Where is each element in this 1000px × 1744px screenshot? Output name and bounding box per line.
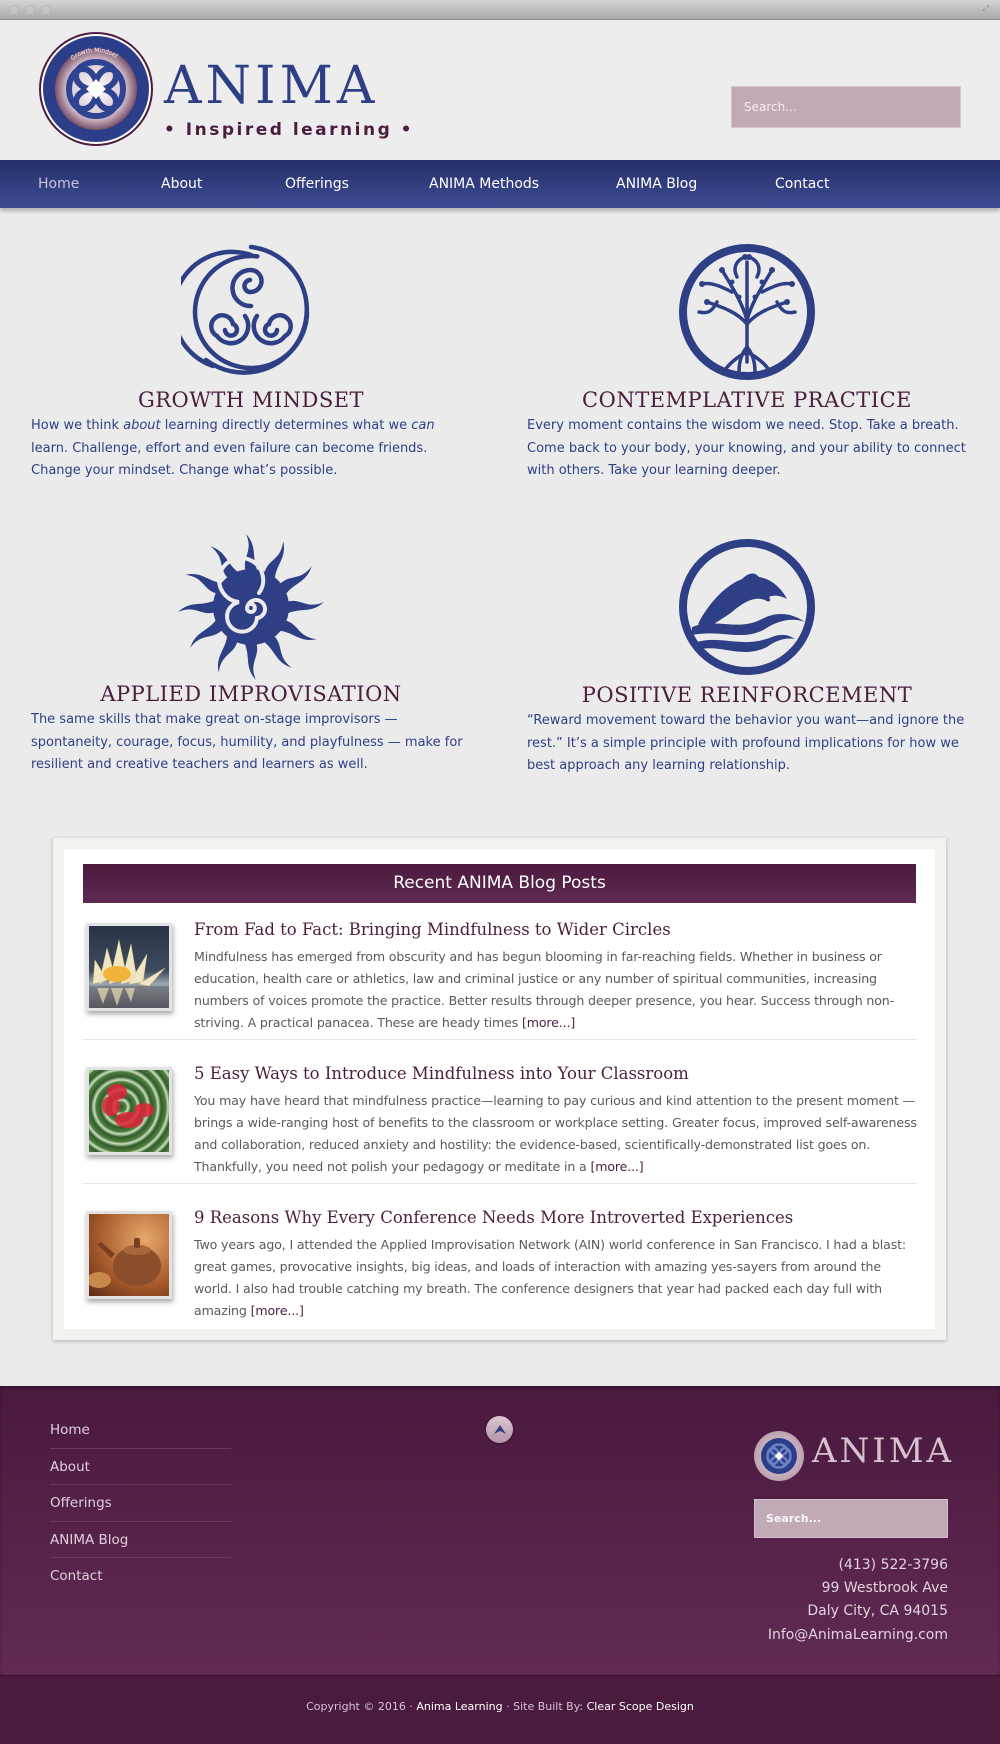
feature-contemplative-practice (527, 242, 967, 483)
site-footer (0, 1386, 1000, 1675)
built-by-text: · Site Built By: (502, 1700, 587, 1713)
blog-post-title[interactable]: 9 Reasons Why Every Conference Needs More Introverted Experiences (194, 1208, 794, 1227)
feature-growth-mindset (31, 242, 471, 483)
window-close-button[interactable] (9, 5, 19, 15)
nav-about[interactable]: About (161, 176, 203, 192)
clay-teapot-image[interactable] (86, 1211, 172, 1299)
window-resize-icon[interactable]: ⤢ (982, 4, 990, 13)
footer-nav-about[interactable]: About (50, 1449, 231, 1486)
header-search-input[interactable] (731, 86, 961, 128)
blog-post (83, 920, 916, 1040)
feature-positive-reinforcement (527, 537, 967, 778)
celtic-knot-logo-icon (759, 1436, 799, 1476)
feature-text: Every moment contains the wisdom we need. Stop. Take a breath. Come back to your body, your knowing, and your ability to connect with others. Take your learning deeper. (527, 418, 966, 478)
blog-post-excerpt: Mindfulness has emerged from obscurity and has begun blooming in far-reaching fields. Whether in business or education, health care or athletics, law and criminal justice or any number of spiritual communities, increasing numbers of voices promote the practice. Better results through deeper presence, you hear. Success through non-striving. A practical panacea. These are heady times [more...] (194, 949, 895, 1030)
footer-logo[interactable] (754, 1431, 804, 1481)
feature-title: GROWTH MINDSET (137, 388, 365, 412)
nav-anima-blog[interactable]: ANIMA Blog (616, 176, 698, 192)
blog-post-excerpt: You may have heard that mindfulness practice—learning to pay curious and kind attention to the present moment —brings a wide-ranging host of benefits to the classroom or workplace setting. Greater focus, improved self-awareness and collaboration, reduced anxiety and hostility: the evidence-based, scientifically-demonstrated list goes on. Thankfully, you need not polish your pedagogy or meditate in a [more...] (194, 1093, 917, 1174)
main-nav (0, 160, 1000, 208)
window-zoom-button[interactable] (41, 5, 51, 15)
dolphin-wave-icon (677, 537, 817, 677)
address-line-2: Daly City, CA 94015 (807, 1603, 948, 1620)
footer-brand-name: ANIMA (812, 1431, 955, 1471)
feature-text: The same skills that make great on-stage improvisors — spontaneity, courage, focus, humility, and playfulness — make for resilient and creative teachers and learners as well. (31, 712, 463, 772)
footer-nav (50, 1412, 231, 1595)
company-link[interactable]: Anima Learning (416, 1700, 503, 1713)
read-more-link[interactable]: [more...] (522, 1015, 576, 1030)
email-link[interactable]: Info@AnimaLearning.com (767, 1626, 948, 1643)
feature-text: “Reward movement toward the behavior you want—and ignore the rest.” It’s a simple principle with profound implications for how we best approach any learning relationship. (527, 713, 965, 773)
footer-nav-home[interactable]: Home (50, 1412, 231, 1449)
blog-post-title[interactable]: 5 Easy Ways to Introduce Mindfulness into Your Classroom (194, 1064, 689, 1083)
blog-post-excerpt: Two years ago, I attended the Applied Improvisation Network (AIN) world conference in San Francisco. I had a blast: great games, provocative insights, big ideas, and loads of interaction with amazing yes-sayers from around the world. I also had trouble catching my breath. The conference designers that year had packed each day full with amazing [more...] (194, 1237, 906, 1318)
read-more-link[interactable]: [more...] (590, 1159, 644, 1174)
site-logo[interactable] (39, 32, 153, 146)
triskelion-spiral-icon (181, 242, 321, 382)
builder-link[interactable]: Clear Scope Design (586, 1700, 694, 1713)
phone-number: (413) 522-3796 (838, 1557, 948, 1573)
divider (83, 1039, 916, 1040)
blog-panel-heading: Recent ANIMA Blog Posts (83, 864, 916, 903)
divider (83, 1183, 916, 1184)
nav-anima-methods[interactable]: ANIMA Methods (429, 176, 540, 192)
footer-nav-contact[interactable]: Contact (50, 1568, 103, 1584)
feature-title: CONTEMPLATIVE PRACTICE (582, 388, 912, 412)
celtic-knot-logo-icon (41, 34, 151, 144)
footer-nav-offerings[interactable]: Offerings (50, 1485, 231, 1522)
address-line-1: 99 Westbrook Ave (821, 1580, 948, 1597)
site-header (0, 20, 1000, 160)
chevron-up-icon (494, 1425, 506, 1435)
footer-search-input[interactable] (754, 1499, 948, 1538)
feature-applied-improvisation (31, 532, 471, 777)
blog-post (83, 1064, 916, 1184)
nav-offerings[interactable]: Offerings (285, 176, 349, 192)
tree-of-life-icon (677, 242, 817, 382)
red-flower-ripples-image[interactable] (86, 1067, 172, 1155)
brand-tagline: • Inspired learning • (164, 120, 415, 140)
feature-title: POSITIVE REINFORCEMENT (581, 683, 913, 707)
nav-contact[interactable]: Contact (775, 176, 830, 192)
spiral-sun-icon (176, 532, 326, 682)
nav-home[interactable]: Home (38, 176, 80, 192)
recent-blog-posts-panel (53, 838, 946, 1340)
lotus-flower-image[interactable] (86, 923, 172, 1011)
svg-text:Growth Mindset: Growth Mindset (69, 46, 120, 63)
copyright-bar (0, 1675, 1000, 1744)
brand-name: ANIMA (164, 56, 379, 116)
feature-text: How we think about learning directly determines what we can learn. Challenge, effort and even failure can become friends. Change your mindset. Change what’s possible. (31, 418, 435, 478)
read-more-link[interactable]: [more...] (250, 1303, 304, 1318)
blog-post (83, 1208, 916, 1328)
window-titlebar (0, 0, 1000, 20)
blog-post-title[interactable]: From Fad to Fact: Bringing Mindfulness to Wider Circles (194, 920, 671, 939)
window-minimize-button[interactable] (25, 5, 35, 15)
back-to-top-button[interactable] (486, 1416, 513, 1443)
copyright-text: Copyright © 2016 · (306, 1700, 417, 1713)
contact-info (768, 1554, 948, 1647)
feature-title: APPLIED IMPROVISATION (100, 682, 402, 706)
footer-nav-anima-blog[interactable]: ANIMA Blog (50, 1522, 231, 1559)
